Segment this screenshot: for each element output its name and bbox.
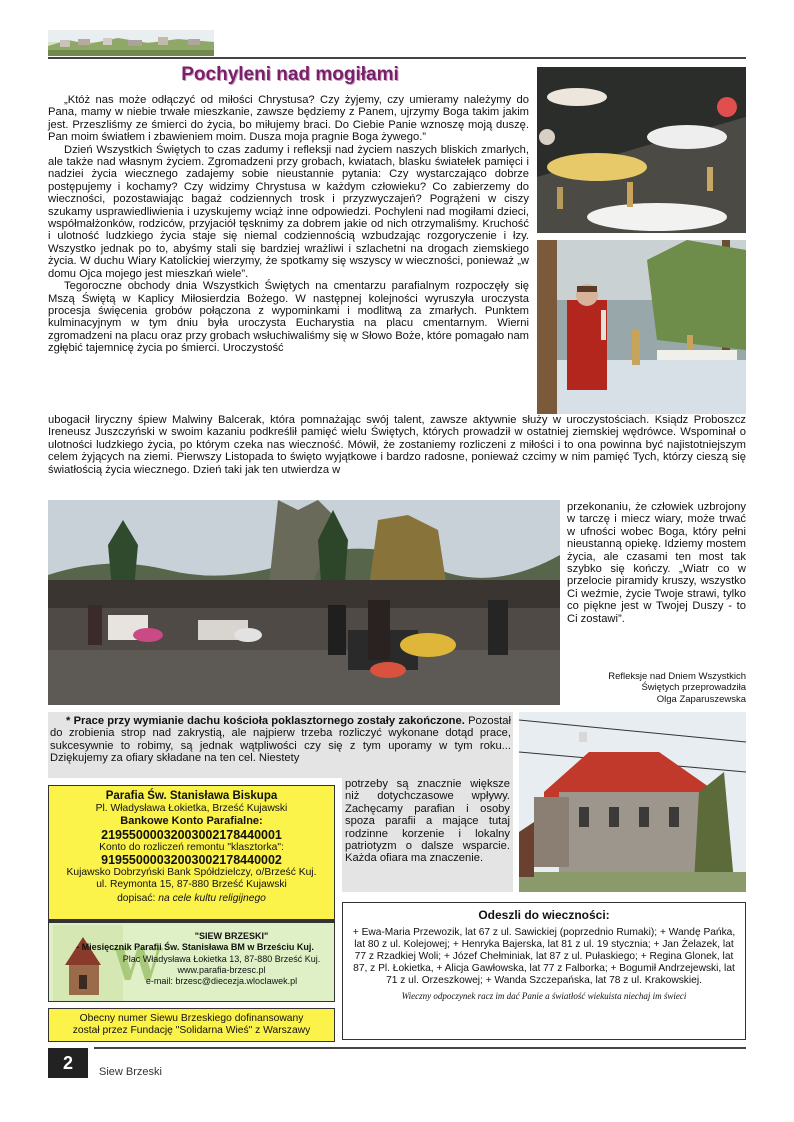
account-number-1: 21955000032003002178440001	[101, 827, 282, 842]
funding-box	[48, 1008, 335, 1042]
notice-text	[50, 715, 511, 765]
publication-name: Siew Brzeski	[99, 1066, 162, 1078]
notice-box	[48, 712, 513, 778]
masthead-box	[48, 920, 335, 1002]
renovation-label: Konto do rozliczeń remontu "klasztorka":	[99, 841, 284, 853]
article-paragraph: Dzień Wszystkich Świętych to czas zadumy i refleksji nad życiem naszych bliskich zmarłych, ale także nad własnym życiem. Zgromadzeni przy grobach, kwiatach, blasku światełek pamięci i nadziei życia wiecznego zadajemy sobie nieustannie pytania: Czy wystarczająco dobrze postępujemy i kochamy? Czy widzimy Chrystusa w każdym człowieku? Co zabierzemy do wieczności, pozostawiając bagaż codziennych trosk i przyzwyczajeń? Pogrążeni w ciszy szukamy usprawiedliwienia i uzyskujemy wciąż inne odpowiedzi. Pochyleni nad mogiłami dzieci, współmałżonków, rodziców, przyjaciół tęsknimy za dobrem jakie od nich otrzymaliśmy. Kruchość i ulotność ludzkiego życia staje się niemal codziennością wzbudzając rozgoryczenie i łzy. Wszystko jednak po to, abyśmy stali się bardziej wrażliwi i szlachetni na drogach ziemskiego życia. W duchu Wiary Katolickiej wierzymy, że spotkamy się wszyscy w wieczności, ponieważ „w domu Ojca mojego jest mieszkań wiele”.	[48, 143, 529, 280]
church-photo	[519, 712, 746, 892]
article-paragraph: przekonaniu, że człowiek uzbrojony w tarczę i miecz wiary, może trwać w ufności wobec Boga, który pełni nieustanną opiekę. Idziemy mostem życia, ale czasami ten most tak szybko się kończy. „Wiatr co w przelocie piramidy kruszy, wszystko Ci weźmie, życie Twoje strawi, tylko co piękne jest w Twojej Duszy - to Ci zostawi”.	[567, 501, 746, 625]
masthead-email[interactable]: e-mail: brzesc@diecezja.wloclawek.pl	[145, 976, 298, 986]
donation-note	[51, 893, 332, 905]
cemetery-crowd-photo	[48, 500, 560, 705]
parish-info-box	[48, 785, 335, 920]
header-landscape-image	[48, 30, 214, 56]
account-label: Bankowe Konto Parafialne:	[120, 814, 263, 827]
notice-body: Pozostał do zrobienia strop nad zakrystią, ale najpierw trzeba rozliczyć wykonane dotąd prace, sukcesywnie to robimy, są jednak wątpliwości czy się z tym uporamy w tym roku... Dziękujemy za ofiary składane na ten cel. Niestety	[50, 715, 511, 765]
masthead-name: "SIEW BRZESKI"	[194, 931, 269, 941]
signature-line: Refleksje nad Dniem Wszystkich	[608, 671, 746, 682]
obituary-prayer: Wieczny odpoczynek racz im dać Panie a światłość wiekuista niechaj im świeci	[401, 990, 687, 1001]
article-signature	[567, 671, 746, 705]
notice-bold: * Prace przy wymianie dachu kościoła poklasztornego zostały zakończone.	[66, 715, 465, 727]
page-number: 2	[48, 1048, 88, 1078]
note-text: na cele kultu religijnego	[158, 893, 266, 905]
article-paragraph: ubogacił liryczny śpiew Malwiny Balcerak, która pomnażając swój talent, zawsze aktywnie służy w uroczystościach. Ksiądz Proboszcz Ireneusz Juszczyński w swoim kazaniu podkreślił pamięć wielu Świętych, których prowadził w ostatniej ziemskiej wędrówce. Wspominał o ulotności ludzkiego życia, po którym czeka nas wieczność. Mówił, że zostaniemy rozliczeni z miłości i to ona powinna być najistotniejszym celem żyjących na ziemi. Pierwszy Listopada to święto wyjątkowe i bardzo radosne, ponieważ czcimy w nim pamięć Tych, którzy cieszą się światłością życia wiecznego. Dzień taki jak ten utwierdza w	[48, 414, 746, 476]
obituary-title: Odeszli do wieczności:	[478, 908, 610, 922]
masthead-subtitle: - Miesięcznik Parafii Św. Stanisława BM w Brześciu Kuj.	[76, 942, 314, 952]
article-title: Pochyleni nad mogiłami	[181, 64, 399, 85]
footer-rule	[94, 1047, 746, 1049]
notice-continuation: potrzeby są znacznie większe niż dotychczasowe wpływy. Zachęcamy parafian i osoby spoza parafii a mające tutaj rodzinne korzenie i lokalny patriotyzm o dalsze wsparcie. Każda ofiara ma znaczenie.	[345, 778, 510, 865]
masthead-address: Plac Władysława Łokietka 13, 87-880 Brześć Kuj.	[122, 954, 321, 964]
notice-box-cont	[342, 778, 513, 892]
cemetery-graves-photo	[537, 67, 746, 233]
obituary-box	[342, 902, 746, 1040]
article-body-right	[567, 501, 746, 625]
funding-line-2: został przez Fundację "Solidarna Wieś" z Warszawy	[72, 1025, 311, 1036]
svg-text:W: W	[113, 940, 163, 991]
funding-line-1: Obecny numer Siewu Brzeskiego dofinansowany	[79, 1013, 304, 1024]
masthead-website[interactable]: www.parafia-brzesc.pl	[177, 965, 266, 975]
bank-name: Kujawsko Dobrzyński Bank Spółdzielczy, o/Brześć Kuj.	[66, 867, 317, 879]
mass-priest-photo	[537, 240, 746, 414]
article-body-wide	[48, 414, 746, 476]
header-rule	[48, 57, 746, 59]
article-body	[48, 94, 529, 355]
article-paragraph: Tegoroczne obchody dnia Wszystkich Świętych na cmentarzu parafialnym rozpoczęły się Mszą Świętą w Kaplicy Miłosierdzia Bożego. W następnej kolejności wyruszyła uroczysta procesja święcenia grobów połączona z wypominkami i modlitwą za zmarłych. Punktem kulminacyjnym w tym dniu była uroczysta Eucharystia na placu cmentarnym. Wierni zgromadzeni na placu oraz przy grobach wsłuchiwaliśmy się w Słowo Boże, które pomagało nam zgłębić tajemnicę życia po śmierci. Uroczystość	[48, 280, 529, 355]
signature-line: Świętych przeprowadziła	[641, 682, 746, 694]
article-paragraph: „Któż nas może odłączyć od miłości Chrystusa? Czy żyjemy, czy umieramy należymy do Pana, mamy w niebie trwałe mieszkanie, zawsze będziemy z Panem, ujrzymy Boga takim jakim jest. Przeszliśmy ze śmierci do życia, bo miłujemy braci. Do Ciebie Panie wznoszę moją duszę. Pan moim światłem i zbawieniem moim. Dusza moja pragnie Boga żywego.”	[48, 94, 529, 144]
parish-name: Parafia Św. Stanisława Biskupa	[105, 790, 278, 802]
parish-address: Pl. Władysława Łokietka, Brześć Kujawski	[95, 803, 288, 814]
account-number-2: 91955000032003002178440002	[101, 853, 282, 868]
bank-address: ul. Reymonta 15, 87-880 Brześć Kujawski	[96, 878, 287, 890]
signature-line: Olga Zaparuszewska	[656, 693, 746, 705]
note-prefix: dopisać:	[117, 893, 156, 905]
obituary-list: + Ewa-Maria Przewozik, lat 67 z ul. Sawickiej (poprzednio Rumaki); + Wandę Pańka, lat 80 z ul. Kolejowej; + Henryka Bajerska, lat 81 z ul. 19 stycznia; + Jan Żelazek, lat 77 z Rzadkiej Woli; + Józef Chełminiak, lat 87 z ul. Pułaskiego; + Regina Glonek, lat 87, z Pl. Łokietka, + Alicja Gawłowska, lat 77 z Falborka; + Bogumił Andrzejewski, lat 71 z ul. Orzeszkowej; + Wanda Szczepańska, lat 78 z ul. Krakowskiej.	[352, 927, 736, 986]
